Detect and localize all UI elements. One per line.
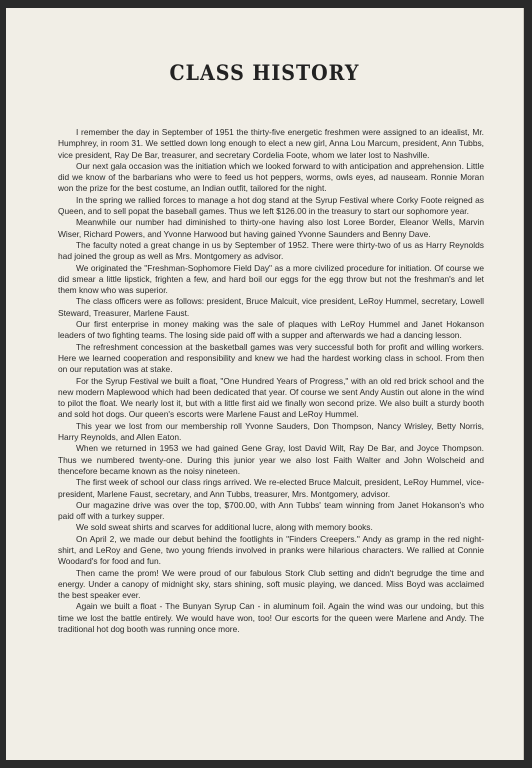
paragraph: Our next gala occasion was the initiation which we looked forward to with anticipation and apprehension. Little did we know of the barbarians who were to feed us hot peppers, worms, owls eyes, ad nauseam. Ronnie Moran won the prize for the best costume, an Indian outfit, tailored for the night. [58,160,484,194]
paragraph: We sold sweat shirts and scarves for additional lucre, along with memory books. [76,522,373,533]
paragraph: Then came the prom! We were proud of our fabulous Stork Club setting and didn't begrudge the time and energy. Under a canopy of midnight sky, stars shining, soft music playing, we danced. Miss Boyd was acclaimed the best speaker ever. [58,567,484,601]
document-page [6,8,524,760]
history-text [58,127,484,635]
paragraph: Meanwhile our number had diminished to thirty-one having also lost Loree Border, Eleanor Wells, Marvin Wiser, Richard Powers, and Yvonne Harwood but having gained Yvonne Saunders and Benny Dave. [58,217,484,239]
page-title: CLASS HISTORY [169,60,360,86]
paragraph: I remember the day in September of 1951 the thirty-five energetic freshmen were assigned to an idealist, Mr. Humphrey, in room 31. We settled down long enough to elect a new girl, Anna Lou Marcum, president, Ann Tubbs, vice president, Ray De Bar, treasurer, and secretary Cordelia Foote, whom we later lost to Nashville. [58,127,484,160]
paragraph: The faculty noted a great change in us by September of 1952. There were thirty-two of us as Harry Reynolds had joined the group as well as Mrs. Montgomery as advisor. [58,239,484,262]
paragraph: For the Syrup Festival we built a float, "One Hundred Years of Progress," with an old red brick school and the new modern Maplewood which had been dedicated that year. Of course we sent Andy Austin out alone in the wind to pilot the float. We nearly lost it, but with a little first aid we finally won second prize. We also built a sturdy booth and sold hot dogs. Our queen's escorts were Marlene Faust and LeRoy Hummel. [58,375,484,420]
paragraph: In the spring we rallied forces to manage a hot dog stand at the Syrup Festival where Corky Foote reigned as Queen, and to sell popat the baseball games. Thus we left $126.00 in the treasury to start our sophomore year. [58,194,484,217]
paragraph: The first week of school our class rings arrived. We re-elected Bruce Malcuit, president, LeRoy Hummel, vice-president, Marlene Faust, secretary, and Ann Tubbs, treasurer, Mrs. Montgomery, advisor. [58,477,484,499]
paragraph: Again we built a float - The Bunyan Syrup Can - in aluminum foil. Again the wind was our undoing, but this time we lost the battle entirely. We would have won, too! Our escorts for the queen were Marlene and Andy. The traditional hot dog booth was running once more. [58,601,484,635]
paragraph: When we returned in 1953 we had gained Gene Gray, lost David Wilt, Ray De Bar, and Joyce Thompson. Thus we numbered twenty-one. During this junior year we also lost Faith Walter and John Wolscheid and thencefore became known as the noisy nineteen. [58,443,484,476]
paragraph: Our first enterprise in money making was the sale of plaques with LeRoy Hummel and Janet Hokanson leaders of two fighting teams. The losing side paid off with a supper and afterwards we had a dancing lesson. [58,319,484,341]
paragraph: This year we lost from our membership roll Yvonne Sauders, Don Thompson, Nancy Wrisley, Betty Norris, Harry Reynolds, and Allen Eaton. [58,420,484,443]
paragraph: The refreshment concession at the basketball games was very successful both for profit and willing workers. Here we learned cooperation and responsibility and knew we had the hardest working class in school. From then on our reputation was at stake. [58,341,484,375]
paragraph: The class officers were as follows: president, Bruce Malcuit, vice president, LeRoy Hummel, secretary, Lowell Steward, Treasurer, Marlene Faust. [58,296,484,318]
paragraph: Our magazine drive was over the top, $700.00, with Ann Tubbs' team winning from Janet Hokanson's who paid off with a turkey supper. [58,499,484,522]
paragraph: We originated the "Freshman-Sophomore Field Day" as a more civilized procedure for initiation. Of course we did smear a little lipstick, frighten a few, and hard boil our eggs for the egg throw but not the freshman's and let them know who was superior. [58,262,484,296]
paragraph: On April 2, we made our debut behind the footlights in "Finders Creepers." Andy as gramp in the red night-shirt, and LeRoy and Gene, two young friends involved in pranks were hilarious characters. We rallied at Connie Woodard's for food and fun. [58,533,484,567]
